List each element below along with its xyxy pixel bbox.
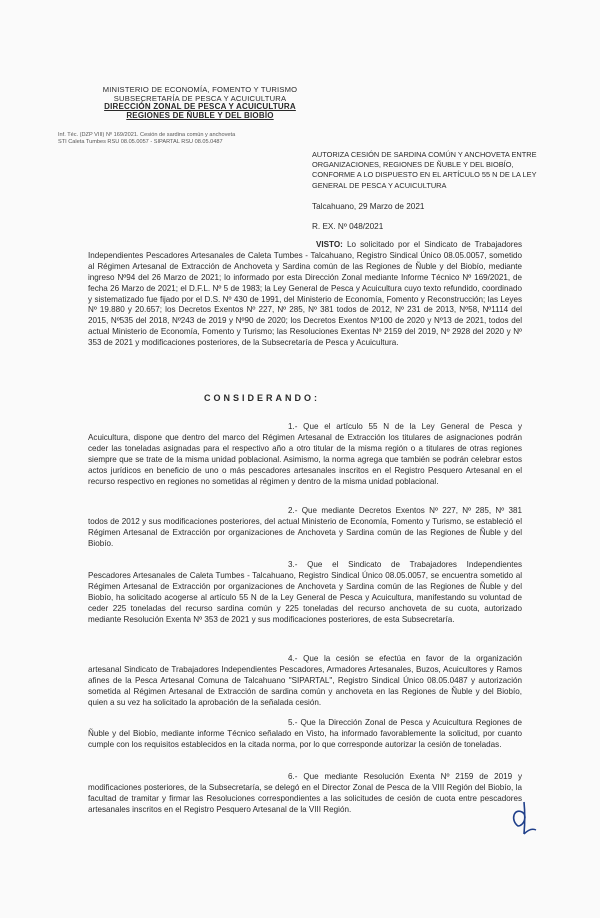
considerando-6	[88, 772, 522, 816]
considerando-2-text: 2.- Que mediante Decretos Exentos Nº 227, Nº 285, Nº 381 todos de 2012 y sus modificaciones posteriores, del actual Ministerio de Economía, Fomento y Turismo, se estableció el Régimen Artesanal de Extracción por organizaciones de Anchoveta y Sardina común de las Regiones de Ñuble y del Biobío.	[88, 506, 522, 548]
considerando-3	[88, 560, 522, 625]
resolution-subject: AUTORIZA CESIÓN DE SARDINA COMÚN Y ANCHOVETA ENTRE ORGANIZACIONES, REGIONES DE ÑUBLE Y DEL BIOBÍO, CONFORME A LO DISPUESTO EN EL ARTÍCULO 55 N DE LA LEY GENERAL DE PESCA Y ACUICULTURA	[312, 150, 537, 190]
considerando-5	[88, 718, 522, 751]
handwritten-initials	[500, 792, 550, 842]
visto-paragraph	[88, 240, 522, 349]
considerando-5-text: 5.- Que la Dirección Zonal de Pesca y Acuicultura Regiones de Ñuble y del Biobío, mediante informe Técnico señalado en Visto, ha informado favorablemente la solicitud, por cuanto cumple con los requisitos establecidos en la citada norma, por lo que corresponde autorizar la cesión de toneladas.	[88, 718, 522, 749]
ministry-name: MINISTERIO DE ECONOMÍA, FOMENTO Y TURISMO	[102, 85, 298, 94]
considerando-4	[88, 654, 522, 709]
considerando-6-text: 6.- Que mediante Resolución Exenta Nº 2159 de 2019 y modificaciones posteriores, de la Subsecretaría, se delegó en el Director Zonal de Pesca de la VIII Región del Biobío, la facultad de tramitar y firmar las Resoluciones correspondientes a las solicitudes de cesión de cuota entre pescadores artesanales inscritos en el Registro Pesquero Artesanal de la VIII Región.	[88, 772, 522, 814]
considerando-1	[88, 422, 522, 487]
zonal-directorate-name: DIRECCIÓN ZONAL DE PESCA Y ACUICULTURA	[104, 102, 296, 112]
undersecretariat-name: SUBSECRETARÍA DE PESCA Y ACUICULTURA	[113, 93, 287, 103]
considerando-2	[88, 506, 522, 550]
considerando-3-text: 3.- Que el Sindicato de Trabajadores Independientes Pescadores Artesanales de Caleta Tumbes - Talcahuano, Registro Sindical Único 08.05.0057, se encuentra sometido al Régimen Artesanal de Extracción por organizaciones de Anchoveta y Sardina común de las Regiones de Ñuble y del Biobío, ha solicitado acogerse al artículo 55 N de la Ley General de Pesca y Acuicultura, manifestando su voluntad de ceder 225 toneladas del recurso sardina común y 225 toneladas del recurso anchoveta de su cuota, autorizado mediante Resolución Exenta Nº 353 de 2021 y sus modificaciones posteriores, de esta Subsecretaría.	[88, 560, 522, 624]
visto-text: Lo solicitado por el Sindicato de Trabajadores Independientes Pescadores Artesanales de Caleta Tumbes - Talcahuano, Registro Sindical Único 08.05.0057, sometido al Régimen Artesanal de Extracción de Anchoveta y Sardina común de las Regiones de Ñuble y del Biobío, mediante ingreso Nº94 del 26 Marzo de 2021; lo informado por esta Dirección Zonal mediante Informe Técnico Nº 169/2021, de fecha 26 Marzo de 2021; el D.F.L. Nº 5 de 1983; la Ley General de Pesca y Acuicultura cuyo texto refundido, coordinado y sistematizado fue fijado por el D.S. Nº 430 de 1991, del Ministerio de Economía, Fomento y Reconstrucción; las Leyes Nº 19.880 y 20.657; los Decretos Exentos Nº 227, Nº 285, Nº 381 todos de 2012, Nº 231 de 2013, Nº58, Nº1114 del 2015, Nº535 del 2018, Nº243 de 2019 y Nº90 de 2020; los Decretos Exentos Nº100 de 2020 y Nº13 de 2021, todos del actual Ministerio de Economía, Fomento y Turismo; las Resoluciones Exentas Nº 2159 del 2019, Nº 2928 del 2020 y Nº 353 de 2021 y modificaciones posteriores, de la Subsecretaría de Pesca y Acuicultura.	[88, 240, 522, 348]
resolution-number: R. EX. Nº 048/2021	[312, 222, 384, 231]
visto-label: VISTO:	[316, 240, 343, 249]
considerando-4-text: 4.- Que la cesión se efectúa en favor de la organización artesanal Sindicato de Trabajadores Independientes Pescadores, Armadores Artesanales, Buzos, Acuicultores y Ramos afines de la Pesca Artesanal Comuna de Talcahuano "SIPARTAL", Registro Sindical Único 08.05.0487 y autorización sometida al Régimen Artesanal de Extracción de sardina común y anchoveta en las Regiones de Ñuble y del Biobío, quien a su vez ha solicitado la aprobación de la señalada cesión.	[88, 654, 522, 707]
reference-line-1: Inf. Téc. (DZP VIII) Nº 169/2021. Cesión de sardina común y anchoveta	[58, 132, 236, 138]
reference-line-2: STI Caleta Tumbes RSU 08.05.0057 - SIPARTAL RSU 08.05.0487	[58, 138, 223, 145]
regions-name: REGIONES DE ÑUBLE Y DEL BIOBÍO	[126, 110, 274, 120]
considerando-heading: CONSIDERANDO:	[204, 393, 321, 403]
considerando-1-text: 1.- Que el artículo 55 N de la Ley General de Pesca y Acuicultura, dispone que dentro del marco del Régimen Artesanal de Extracción los titulares de asignaciones podrán ceder las toneladas asignadas para el respectivo año a otro titular de la misma región o a titulares de otras regiones siempre que se trate de la misma unidad poblacional. Asimismo, la norma agrega que también se podrán celebrar estos actos jurídicos en beneficio de uno o más pescadores artesanales inscritos en el Registro Pesquero Artesanal en el recurso respectivo en regiones no sometidas al régimen y dentro de la misma unidad poblacional.	[88, 422, 522, 486]
letterhead	[80, 86, 320, 120]
reference-block	[58, 132, 358, 145]
place-and-date: Talcahuano, 29 Marzo de 2021	[312, 202, 425, 211]
